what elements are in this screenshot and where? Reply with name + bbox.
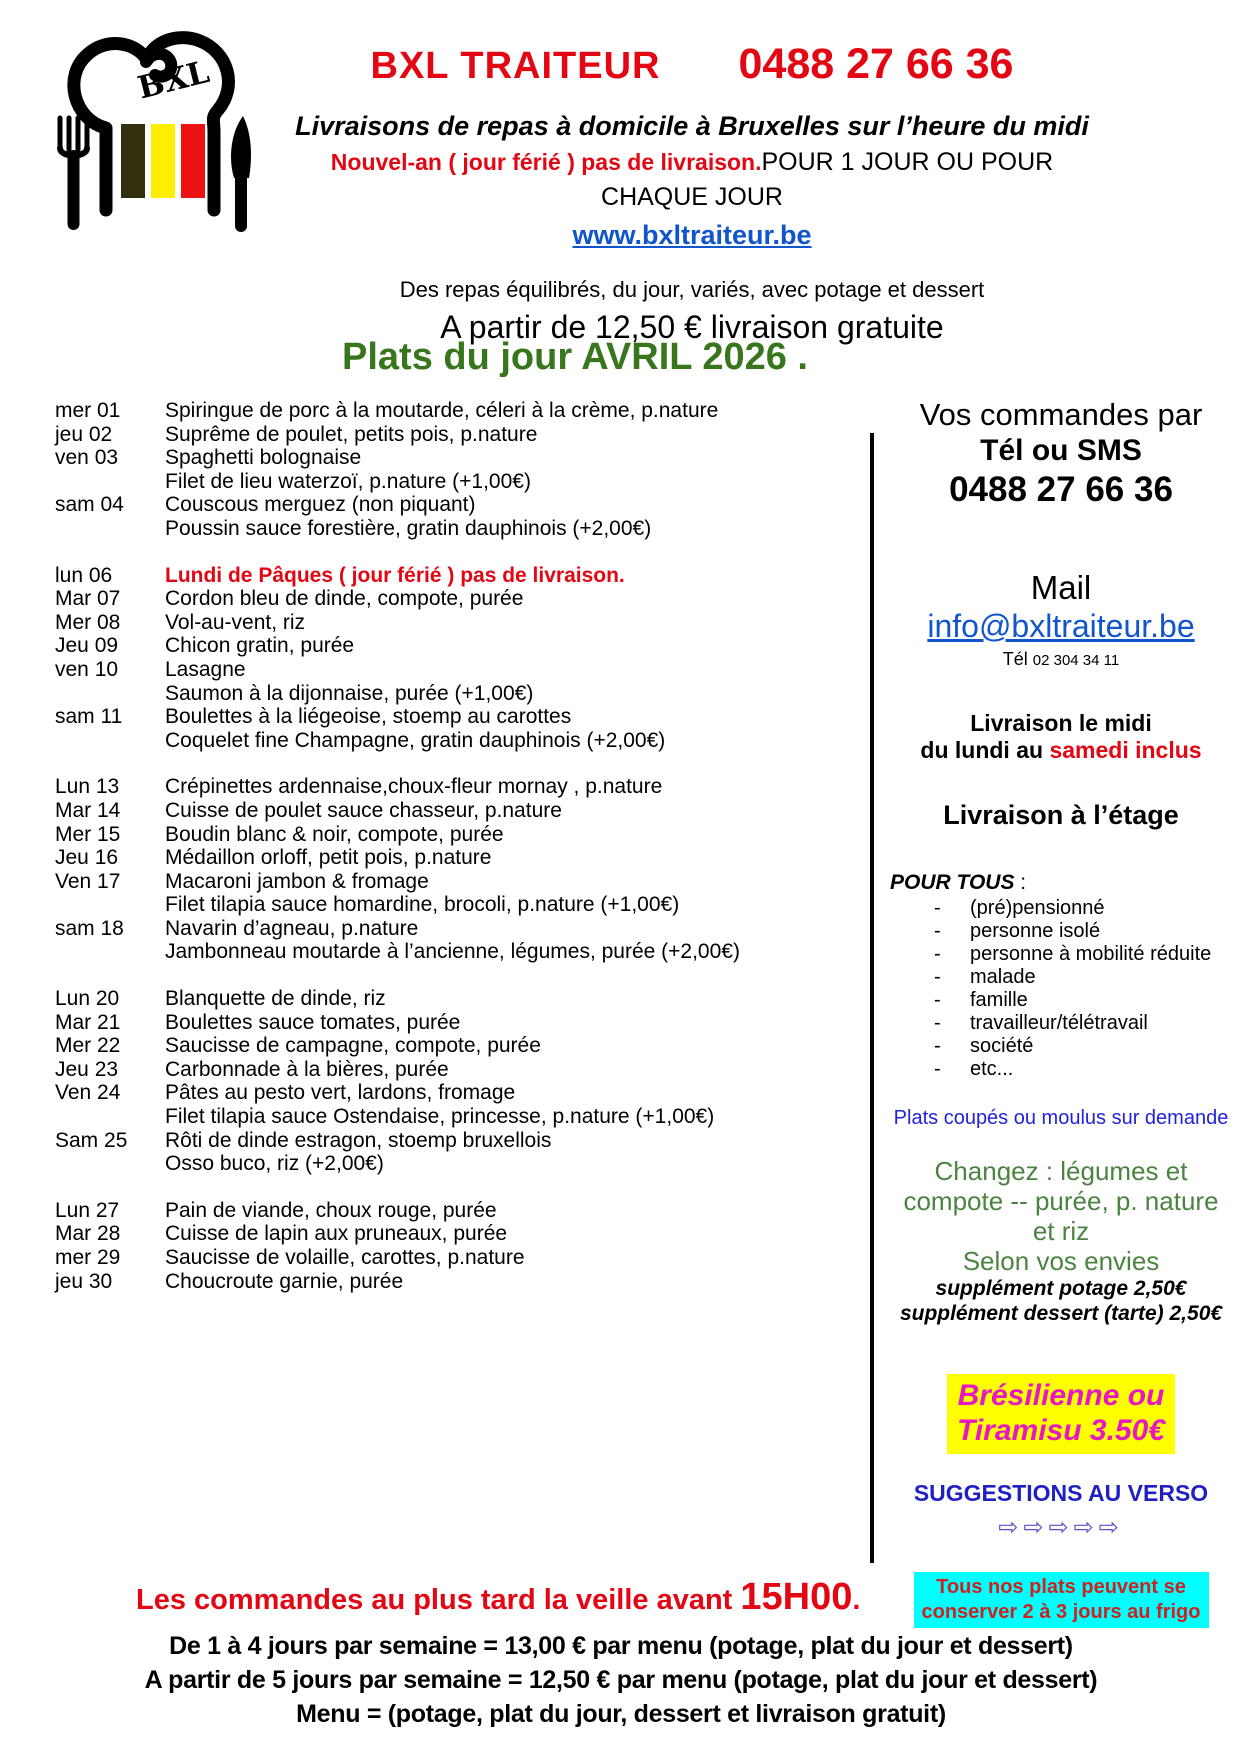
audience-item <box>882 989 1240 1012</box>
menu-day: Ven 24 <box>55 1081 121 1105</box>
change-line: Changez : légumes et <box>934 1156 1188 1186</box>
pricing <box>0 1629 1242 1731</box>
menu-day: jeu 02 <box>55 422 113 446</box>
menu-dishes <box>165 634 867 658</box>
menu-row <box>55 446 867 493</box>
dish-text: Blanquette de dinde, riz <box>165 987 386 1011</box>
menu-row <box>55 564 867 588</box>
audience-item <box>882 1058 1240 1081</box>
fridge-note-line1: Tous nos plats peuvent se <box>936 1576 1186 1598</box>
dish-text: Poussin sauce forestière, gratin dauphinois (+2,00€) <box>165 516 652 540</box>
menu-row <box>55 1058 867 1082</box>
dessert-supplement: supplément dessert (tarte) 2,50€ <box>899 1302 1223 1325</box>
dish-text: Pâtes au pesto vert, lardons, fromage <box>165 1081 516 1105</box>
menu-row <box>55 634 867 658</box>
holiday-notice-black: POUR 1 JOUR OU POUR <box>761 148 1054 176</box>
flag-stripe-yellow <box>151 124 175 198</box>
menu-day: Lun 13 <box>55 775 120 799</box>
menu-day: sam 11 <box>55 705 123 729</box>
header <box>292 40 1092 346</box>
landline-label: Tél <box>1002 649 1028 669</box>
menu-dishes <box>165 658 867 705</box>
menu-row <box>55 1011 867 1035</box>
menu-list <box>55 399 867 1316</box>
menu-dishes <box>165 1058 867 1082</box>
subline-free-delivery: A partir de 12,50 € livraison gratuite <box>440 309 944 345</box>
dash-bullet: - <box>934 943 941 965</box>
dish-text: Spiringue de porc à la moutarde, céleri à la crème, p.nature <box>165 399 719 422</box>
for-all-colon: : <box>1014 871 1027 894</box>
menu-dishes <box>165 1222 867 1246</box>
delivery-days <box>882 737 1240 764</box>
dish-text: Macaroni jambon & fromage <box>165 869 429 893</box>
dash-bullet: - <box>934 897 941 919</box>
dessert-promo-line2: Tiramisu 3.50€ <box>957 1414 1165 1447</box>
dash-bullet: - <box>934 1058 941 1080</box>
audience-item <box>882 897 1240 920</box>
mail-label: Mail <box>1030 569 1092 606</box>
dish-text: Boulettes sauce tomates, purée <box>165 1010 461 1034</box>
menu-row <box>55 1081 867 1128</box>
dessert-promo <box>947 1374 1175 1454</box>
dash-bullet: - <box>934 1012 941 1034</box>
menu-row <box>55 1222 867 1246</box>
orders-phone: 0488 27 66 36 <box>949 470 1173 509</box>
flag-stripe-red <box>181 124 205 198</box>
tagline: Livraisons de repas à domicile à Bruxelles sur l’heure du midi <box>295 111 1089 141</box>
suggestions-note: SUGGESTIONS AU VERSO <box>913 1480 1209 1506</box>
menu-row <box>55 987 867 1011</box>
dish-text: Cuisse de lapin aux pruneaux, purée <box>165 1222 508 1246</box>
menu-dishes <box>165 775 867 799</box>
soup-supplement: supplément potage 2,50€ <box>935 1277 1187 1300</box>
dish-text: Saucisse de campagne, compote, purée <box>165 1034 541 1058</box>
holiday-no-delivery: Lundi de Pâques ( jour férié ) pas de livraison. <box>165 563 625 587</box>
menu-dishes <box>165 587 867 611</box>
dash-bullet: - <box>934 920 941 942</box>
menu-row <box>55 493 867 540</box>
menu-day: Mar 07 <box>55 587 121 611</box>
delivery-time: Livraison le midi <box>970 710 1152 736</box>
menu-day: Mer 15 <box>55 822 121 846</box>
audience-list <box>882 897 1240 1081</box>
brand-name: BXL TRAITEUR <box>370 45 661 87</box>
dish-text: Couscous merguez (non piquant) <box>165 493 476 517</box>
change-line: compote -- purée, p. nature <box>903 1186 1219 1216</box>
dish-text: Filet tilapia sauce Ostendaise, princesse, p.nature (+1,00€) <box>165 1105 715 1129</box>
bxl-logo <box>50 24 260 236</box>
menu-week <box>55 987 867 1176</box>
menu-dishes <box>165 423 867 447</box>
change-line: et riz <box>1032 1216 1090 1246</box>
dish-text: Rôti de dinde estragon, stoemp bruxellois <box>165 1128 552 1152</box>
website-link[interactable]: www.bxltraiteur.be <box>572 220 812 250</box>
menu-day: Lun 20 <box>55 987 120 1011</box>
audience-item <box>882 1035 1240 1058</box>
menu-dishes <box>165 564 867 588</box>
menu-dishes <box>165 446 867 493</box>
menu-row <box>55 611 867 635</box>
dish-text: Carbonnade à la bières, purée <box>165 1057 449 1081</box>
menu-dishes <box>165 1034 867 1058</box>
menu-day: mer 01 <box>55 399 121 422</box>
dish-text: Spaghetti bolognaise <box>165 446 362 470</box>
menu-day: Jeu 16 <box>55 846 119 870</box>
flag-stripe-black <box>121 124 145 198</box>
for-all-label: POUR TOUS <box>890 871 1015 894</box>
menu-day: Jeu 09 <box>55 634 119 658</box>
right-arrows-icon: ⇨⇨⇨⇨⇨ <box>998 1514 1124 1541</box>
menu-week <box>55 399 867 541</box>
column-divider <box>870 433 874 1563</box>
menu-day: jeu 30 <box>55 1269 113 1293</box>
sidebar <box>882 397 1240 1628</box>
audience-text: société <box>970 1035 1034 1057</box>
menu-dishes <box>165 399 867 423</box>
menu-dishes <box>165 705 867 752</box>
fork-icon <box>60 118 87 224</box>
floor-delivery: Livraison à l’étage <box>943 800 1179 830</box>
menu-day: ven 10 <box>55 657 119 681</box>
menu-dishes <box>165 799 867 823</box>
deadline-text: Les commandes au plus tard la veille avant <box>136 1584 741 1616</box>
dish-text: Médaillon orloff, petit pois, p.nature <box>165 846 492 870</box>
header-phone: 0488 27 66 36 <box>738 40 1014 88</box>
audience-item <box>882 920 1240 943</box>
menu-day: Mer 08 <box>55 610 121 634</box>
menu-row <box>55 658 867 705</box>
audience-text: personne à mobilité réduite <box>970 943 1212 965</box>
landline <box>882 649 1240 670</box>
menu-row <box>55 705 867 752</box>
menu-dishes <box>165 846 867 870</box>
for-all-heading <box>882 871 1240 895</box>
dish-text: Filet tilapia sauce homardine, brocoli, p.nature (+1,00€) <box>165 893 680 917</box>
menu-day: Mer 22 <box>55 1034 121 1058</box>
footer <box>0 1576 1242 1731</box>
menu-row <box>55 587 867 611</box>
menu-day: Ven 17 <box>55 869 121 893</box>
audience-text: (pré)pensionné <box>970 897 1105 919</box>
dish-text: Choucroute garnie, purée <box>165 1269 404 1293</box>
dash-bullet: - <box>934 989 941 1011</box>
menu-dishes <box>165 1199 867 1223</box>
menu-row <box>55 846 867 870</box>
holiday-notice-red: Nouvel-an ( jour férié ) pas de livraison. <box>330 149 762 175</box>
menu-dishes <box>165 1270 867 1294</box>
menu-dishes <box>165 987 867 1011</box>
menu-row <box>55 1246 867 1270</box>
dash-bullet: - <box>934 1035 941 1057</box>
menu-week <box>55 1199 867 1293</box>
orders-method: Tél ou SMS <box>980 434 1142 467</box>
menu-day: Lun 27 <box>55 1198 120 1222</box>
dish-text: Boulettes à la liégeoise, stoemp au carottes <box>165 705 572 729</box>
menu-dishes <box>165 870 867 917</box>
menu-day: Jeu 23 <box>55 1057 119 1081</box>
menu-row <box>55 1034 867 1058</box>
menu-dishes <box>165 611 867 635</box>
dish-text: Cuisse de poulet sauce chasseur, p.nature <box>165 798 562 822</box>
menu-day: lun 06 <box>55 563 113 587</box>
order-deadline <box>0 1576 1242 1619</box>
audience-item <box>882 966 1240 989</box>
audience-item <box>882 1012 1240 1035</box>
cut-note: Plats coupés ou moulus sur demande <box>893 1107 1229 1129</box>
page-title: Plats du jour AVRIL 2026 . <box>342 336 808 378</box>
menu-day: sam 04 <box>55 493 124 517</box>
audience-text: travailleur/télétravail <box>970 1012 1148 1034</box>
holiday-notice <box>292 148 1092 177</box>
deadline-period: . <box>852 1584 861 1616</box>
menu-week <box>55 564 867 753</box>
price-line-2: A partir de 5 jours par semaine = 12,50 € par menu (potage, plat du jour et dessert) <box>144 1666 1098 1694</box>
dish-text: Vol-au-vent, riz <box>165 610 306 634</box>
dish-text: Jambonneau moutarde à l’ancienne, légumes, purée (+2,00€) <box>165 940 740 964</box>
knife-icon <box>231 116 251 226</box>
menu-dishes <box>165 1129 867 1176</box>
menu-row <box>55 423 867 447</box>
fridge-note-line2: conserver 2 à 3 jours au frigo <box>921 1601 1201 1623</box>
dish-text: Coquelet fine Champagne, gratin dauphinois (+2,00€) <box>165 728 666 752</box>
menu-day: Sam 25 <box>55 1128 128 1152</box>
deadline-time: 15H00 <box>740 1576 853 1618</box>
dish-text: Filet de lieu waterzoï, p.nature (+1,00€) <box>165 469 531 493</box>
email-link[interactable]: info@bxltraiteur.be <box>927 608 1195 644</box>
menu-week <box>55 775 867 964</box>
audience-item <box>882 943 1240 966</box>
menu-row <box>55 1129 867 1176</box>
price-line-1: De 1 à 4 jours par semaine = 13,00 € par menu (potage, plat du jour et dessert) <box>169 1632 1073 1660</box>
dish-text: Cordon bleu de dinde, compote, purée <box>165 587 524 611</box>
dish-text: Lasagne <box>165 657 246 681</box>
change-note <box>882 1156 1240 1276</box>
menu-day: Mar 21 <box>55 1010 121 1034</box>
dish-text: Suprême de poulet, petits pois, p.nature <box>165 422 538 446</box>
dish-text: Pain de viande, choux rouge, purée <box>165 1198 497 1222</box>
price-line-3: Menu = (potage, plat du jour, dessert et livraison gratuit) <box>296 1700 946 1728</box>
brand-row <box>292 40 1092 89</box>
dash-bullet: - <box>934 966 941 988</box>
menu-dishes <box>165 1011 867 1035</box>
menu-row <box>55 399 867 423</box>
change-line: Selon vos envies <box>962 1246 1160 1276</box>
menu-day: mer 29 <box>55 1246 121 1269</box>
landline-number: 02 304 34 11 <box>1032 652 1120 669</box>
menu-dishes <box>165 823 867 847</box>
menu-day: Mar 14 <box>55 798 121 822</box>
menu-dishes <box>165 1246 867 1270</box>
menu-row <box>55 799 867 823</box>
audience-text: personne isolé <box>970 920 1101 942</box>
menu-dishes <box>165 493 867 540</box>
dish-text: Boudin blanc & noir, compote, purée <box>165 822 504 846</box>
menu-day: sam 18 <box>55 916 124 940</box>
notice-line2: CHAQUE JOUR <box>601 183 783 211</box>
dish-text: Saumon à la dijonnaise, purée (+1,00€) <box>165 681 534 705</box>
audience-text: malade <box>970 966 1036 988</box>
audience-text: etc... <box>970 1058 1014 1080</box>
subline-balanced-meals: Des repas équilibrés, du jour, variés, avec potage et dessert <box>399 277 985 302</box>
menu-row <box>55 823 867 847</box>
delivery-days-black: du lundi au <box>920 737 1050 763</box>
menu-row <box>55 1199 867 1223</box>
menu-row <box>55 775 867 799</box>
menu-day: ven 03 <box>55 446 119 470</box>
menu-dishes <box>165 917 867 964</box>
dish-text: Chicon gratin, purée <box>165 634 355 658</box>
menu-row <box>55 917 867 964</box>
menu-day: Mar 28 <box>55 1222 121 1246</box>
delivery-days-red: samedi inclus <box>1049 737 1202 763</box>
orders-heading: Vos commandes par <box>919 397 1203 432</box>
dish-text: Osso buco, riz (+2,00€) <box>165 1152 384 1176</box>
menu-row <box>55 870 867 917</box>
dessert-promo-line1: Brésilienne ou <box>957 1379 1165 1412</box>
dish-text: Saucisse de volaille, carottes, p.nature <box>165 1246 525 1269</box>
menu-row <box>55 1270 867 1294</box>
dish-text: Crépinettes ardennaise,choux-fleur mornay , p.nature <box>165 775 663 799</box>
menu-dishes <box>165 1081 867 1128</box>
dish-text: Navarin d’agneau, p.nature <box>165 916 419 940</box>
audience-text: famille <box>970 989 1028 1011</box>
logo-bxl-text: BXL <box>134 54 213 107</box>
